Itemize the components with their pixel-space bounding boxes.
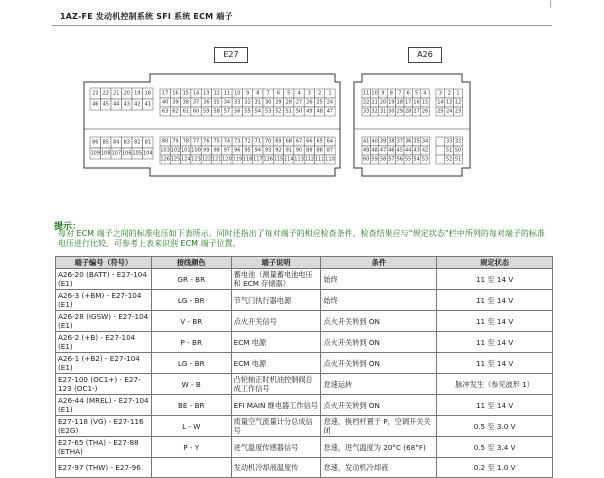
a26-top-main-pin: 28 bbox=[405, 108, 412, 115]
e27-bot-main-pin: 65 bbox=[316, 138, 323, 145]
e27-top-main-pin: 7 bbox=[266, 90, 270, 97]
e27-top-main-pin: 17 bbox=[161, 90, 169, 97]
spec-cell: 11 至 14 V bbox=[437, 353, 553, 374]
description-cell: EFI MAIN 继电器工作信号 bbox=[231, 395, 321, 416]
a26-bot-main-pin: 36 bbox=[405, 138, 412, 145]
e27-top-small-pin: 22 bbox=[102, 90, 109, 97]
e27-top-main-pin: 8 bbox=[256, 90, 260, 97]
a26-top-main-pin: 26 bbox=[421, 108, 429, 115]
a26-top-main-pin: 10 bbox=[371, 90, 378, 97]
condition-cell: 点火开关转到 ON bbox=[321, 311, 437, 332]
terminal-cell: E27-118 (VG) - E27-116 (E2G) bbox=[56, 416, 152, 437]
e27-bot-main-pin: 119 bbox=[232, 156, 243, 163]
wire-color-cell: LG - BR bbox=[151, 290, 231, 311]
e27-bot-main-pin: 66 bbox=[306, 138, 313, 145]
col-header-description: 端子说明 bbox=[231, 257, 321, 269]
condition-cell: 始终 bbox=[321, 290, 437, 311]
e27-top-main-pin: 6 bbox=[276, 90, 281, 97]
a26-bot-main-pin: 53 bbox=[421, 156, 429, 163]
e27-top-main-pin: 48 bbox=[316, 108, 323, 115]
e27-top-main-pin: 50 bbox=[295, 108, 303, 115]
e27-top-main-pin: 12 bbox=[213, 90, 220, 97]
a26-bot-small-cell bbox=[436, 155, 445, 164]
e27-top-small-pin: 45 bbox=[102, 101, 109, 108]
e27-top-main-pin: 49 bbox=[306, 108, 313, 115]
spec-cell: 0.2 至 1.0 V bbox=[437, 458, 553, 478]
condition-cell: 怠速，换档杆置于 P，空调开关关闭 bbox=[321, 416, 437, 437]
a26-top-main-pin: 32 bbox=[371, 108, 378, 115]
e27-top-main-pin: 9 bbox=[245, 90, 250, 97]
connector-label-e27: E27 bbox=[214, 47, 248, 63]
e27-bot-main-pin: 94 bbox=[254, 147, 262, 154]
description-cell: 质量空气流量计分总成信号 bbox=[231, 416, 321, 437]
a26-top-main-pin: 8 bbox=[389, 90, 393, 97]
e27-top-main-pin: 58 bbox=[213, 108, 220, 115]
hint-text: 每对 ECM 端子之间的标准电压如下表所示。同时还指出了每对端子的相应检查条件。检查结果应与“规定状态”栏中所列的每对端子的标准电压进行比较。可参考上表来识别 ECM 端子位置。 bbox=[58, 229, 545, 248]
condition-cell: 点火开关转到 ON bbox=[321, 395, 437, 416]
e27-top-main-pin: 1 bbox=[328, 90, 332, 97]
e27-bot-main-pin: 114 bbox=[283, 156, 294, 163]
a26-top-main-pin: 22 bbox=[363, 99, 370, 106]
e27-bot-main-pin: 67 bbox=[295, 138, 303, 145]
a26-bot-main-pin: 57 bbox=[388, 156, 395, 163]
e27-bot-small-pin: 107 bbox=[111, 150, 122, 157]
e27-bot-main-pin: 124 bbox=[180, 156, 191, 163]
table-row bbox=[56, 416, 553, 437]
spec-cell: 11 至 14 V bbox=[437, 290, 553, 311]
a26-top-small-pin: 14 bbox=[437, 99, 444, 106]
e27-top-main-pin: 13 bbox=[203, 90, 210, 97]
e27-top-main-pin: 3 bbox=[307, 90, 311, 97]
table-row bbox=[56, 437, 553, 458]
e27-bot-main-pin: 97 bbox=[223, 147, 231, 154]
condition-cell: 怠速运转 bbox=[321, 374, 437, 395]
e27-top-small-pin: 21 bbox=[113, 90, 120, 97]
a26-top-main-pin: 6 bbox=[406, 90, 410, 97]
e27-top-main-pin: 63 bbox=[161, 108, 169, 115]
e27-top-main-pin: 37 bbox=[192, 99, 200, 106]
e27-bot-main-pin: 118 bbox=[242, 156, 253, 163]
a26-top-main-pin: 16 bbox=[413, 99, 420, 106]
e27-bot-small-pin: 82 bbox=[134, 139, 141, 146]
a26-bot-main-pin: 45 bbox=[396, 147, 403, 154]
wire-color-cell: LG - BR bbox=[151, 353, 231, 374]
a26-bot-main-pin: 41 bbox=[363, 138, 370, 145]
e27-top-main-pin: 26 bbox=[306, 99, 313, 106]
a26-top-small-pin: 25 bbox=[437, 108, 444, 115]
e27-bot-main-pin: 103 bbox=[160, 147, 170, 154]
table-row bbox=[56, 290, 553, 311]
page-title: 1AZ-FE 发动机控制系统 SFI 系统 ECM 端子 bbox=[60, 12, 233, 21]
terminal-cell: E27-97 (THW) - E27-96 bbox=[56, 458, 152, 478]
terminal-cell: A26-2 (+B) - E27-104 (E1) bbox=[56, 332, 152, 353]
a26-bot-small-pin: 52 bbox=[446, 156, 453, 163]
condition-cell: 点火开关转到 ON bbox=[321, 353, 437, 374]
a26-top-small-pin: 3 bbox=[438, 90, 442, 97]
table-row bbox=[56, 332, 553, 353]
spec-cell: 11 至 14 V bbox=[437, 269, 553, 290]
a26-top-main-pin: 4 bbox=[423, 90, 427, 97]
e27-top-main-pin: 11 bbox=[223, 90, 231, 97]
terminal-cell: A26-44 (MREL) - E27-104 (E1) bbox=[56, 395, 152, 416]
e27-top-main-pin: 40 bbox=[161, 99, 169, 106]
e27-top-main-pin: 25 bbox=[316, 99, 323, 106]
a26-bot-main-pin: 59 bbox=[371, 156, 378, 163]
connector-label-a26: A26 bbox=[408, 47, 442, 63]
a26-top-main-pin: 17 bbox=[405, 99, 412, 106]
e27-bot-main-pin: 110 bbox=[325, 156, 335, 163]
a26-bot-main-pin: 47 bbox=[379, 147, 387, 154]
a26-top-small-pin: 2 bbox=[447, 90, 451, 97]
spec-cell: 11 至 14 V bbox=[437, 332, 553, 353]
e27-bot-main-pin: 125 bbox=[170, 156, 181, 163]
e27-top-main-pin: 51 bbox=[285, 108, 292, 115]
terminal-cell: E27-65 (THA) - E27-88 (ETHA) bbox=[56, 437, 152, 458]
a26-top-small-pin: 23 bbox=[454, 108, 462, 115]
e27-bot-small-pin: 109 bbox=[90, 150, 101, 157]
a26-top-main-pin: 19 bbox=[388, 99, 395, 106]
terminal-cell: A26-1 (+B2) - E27-104 (E1) bbox=[56, 353, 152, 374]
a26-top-main-pin: 15 bbox=[421, 99, 429, 106]
e27-top-main-pin: 33 bbox=[234, 99, 241, 106]
a26-bot-main-pin: 46 bbox=[388, 147, 395, 154]
e27-bot-main-pin: 116 bbox=[263, 156, 273, 163]
e27-bot-small-pin: 108 bbox=[100, 150, 111, 157]
e27-top-main-pin: 62 bbox=[172, 108, 179, 115]
connector-e27 bbox=[84, 74, 340, 176]
wire-color-cell: L - W bbox=[151, 416, 231, 437]
e27-top-main-pin: 36 bbox=[203, 99, 210, 106]
e27-top-main-pin: 24 bbox=[326, 99, 334, 106]
a26-bot-main-pin: 38 bbox=[388, 138, 395, 145]
table-header-row bbox=[56, 257, 553, 269]
e27-bot-main-pin: 111 bbox=[314, 156, 325, 163]
a26-top-main-pin: 5 bbox=[415, 90, 419, 97]
e27-bot-main-pin: 79 bbox=[172, 138, 179, 145]
wire-color-cell: P - BR bbox=[151, 332, 231, 353]
a26-bot-main-pin: 37 bbox=[396, 138, 403, 145]
a26-top-main-pin: 7 bbox=[398, 90, 402, 97]
e27-top-main-pin: 55 bbox=[244, 108, 251, 115]
description-cell: 发动机冷却液温度传 bbox=[231, 458, 321, 478]
a26-bot-main-pin: 58 bbox=[379, 156, 387, 163]
e27-bot-main-pin: 101 bbox=[180, 147, 191, 154]
e27-top-main-pin: 2 bbox=[318, 90, 322, 97]
e27-bot-main-pin: 95 bbox=[244, 147, 251, 154]
e27-top-main-pin: 32 bbox=[244, 99, 251, 106]
e27-bot-main-pin: 112 bbox=[304, 156, 315, 163]
e27-top-small-pin: 43 bbox=[123, 101, 130, 108]
e27-bot-main-pin: 96 bbox=[234, 147, 241, 154]
condition-cell: 始终 bbox=[321, 269, 437, 290]
wire-color-cell: W - B bbox=[151, 374, 231, 395]
e27-top-main-pin: 16 bbox=[172, 90, 179, 97]
a26-bot-small-cell bbox=[436, 137, 445, 146]
a26-bot-main-pin: 39 bbox=[379, 138, 387, 145]
e27-bot-main-pin: 64 bbox=[326, 138, 334, 145]
e27-bot-main-pin: 88 bbox=[316, 147, 323, 154]
e27-top-main-pin: 28 bbox=[285, 99, 292, 106]
a26-top-main-pin: 27 bbox=[413, 108, 420, 115]
terminal-cell: E27-100 (OC1+) - E27-123 (OC1-) bbox=[56, 374, 152, 395]
a26-bot-main-pin: 35 bbox=[413, 138, 420, 145]
e27-bot-main-pin: 126 bbox=[160, 156, 170, 163]
e27-bot-main-pin: 75 bbox=[213, 138, 220, 145]
e27-top-main-pin: 60 bbox=[192, 108, 200, 115]
a26-top-main-pin: 11 bbox=[363, 90, 370, 97]
e27-bot-main-pin: 78 bbox=[182, 138, 189, 145]
a26-top-small-pin: 1 bbox=[456, 90, 460, 97]
e27-bot-small-pin: 85 bbox=[102, 139, 109, 146]
e27-top-main-pin: 59 bbox=[203, 108, 210, 115]
e27-top-main-pin: 38 bbox=[182, 99, 189, 106]
spec-cell: 11 至 14 V bbox=[437, 395, 553, 416]
col-header-wire-color: 接线颜色 bbox=[151, 257, 231, 269]
connector-a26 bbox=[354, 74, 470, 176]
e27-top-small-pin: 23 bbox=[92, 90, 99, 97]
a26-top-main-pin: 30 bbox=[388, 108, 395, 115]
e27-top-main-pin: 56 bbox=[234, 108, 241, 115]
e27-top-small-pin: 18 bbox=[144, 90, 151, 97]
e27-bot-main-pin: 123 bbox=[191, 156, 201, 163]
e27-bot-main-pin: 113 bbox=[294, 156, 304, 163]
e27-bot-main-pin: 100 bbox=[191, 147, 201, 154]
e27-top-small-pin: 20 bbox=[123, 90, 130, 97]
a26-bot-main-pin: 49 bbox=[363, 147, 370, 154]
a26-top-main-pin: 9 bbox=[381, 90, 385, 97]
a26-top-main-pin: 33 bbox=[363, 108, 370, 115]
spec-cell: 0.5 至 3.4 V bbox=[437, 437, 553, 458]
e27-bot-main-pin: 115 bbox=[273, 156, 284, 163]
a26-top-small-pin: 12 bbox=[454, 99, 462, 106]
e27-bot-main-pin: 87 bbox=[326, 147, 334, 154]
a26-top-main-pin: 31 bbox=[379, 108, 387, 115]
a26-bot-main-pin: 40 bbox=[371, 138, 378, 145]
e27-bot-main-pin: 70 bbox=[264, 138, 272, 145]
e27-top-small-pin: 41 bbox=[144, 101, 151, 108]
wire-color-cell: GR - BR bbox=[151, 269, 231, 290]
a26-bot-small-pin: 50 bbox=[454, 147, 462, 154]
table-row bbox=[56, 311, 553, 332]
e27-top-main-pin: 35 bbox=[213, 99, 220, 106]
a26-top-main-pin: 21 bbox=[371, 99, 378, 106]
corner-mark: | bbox=[549, 0, 552, 8]
a26-bot-main-pin: 48 bbox=[371, 147, 378, 154]
e27-bot-main-pin: 73 bbox=[234, 138, 241, 145]
spec-cell: 11 至 14 V bbox=[437, 311, 553, 332]
e27-bot-small-pin: 83 bbox=[123, 139, 130, 146]
a26-bot-main-pin: 43 bbox=[413, 147, 420, 154]
a26-bot-small-pin: 32 bbox=[454, 138, 462, 145]
a26-bot-main-pin: 44 bbox=[405, 147, 412, 154]
condition-cell: 点火开关转到 ON bbox=[321, 332, 437, 353]
a26-top-main-pin: 20 bbox=[379, 99, 387, 106]
e27-bot-main-pin: 77 bbox=[192, 138, 200, 145]
e27-top-small-pin: 46 bbox=[92, 101, 99, 108]
spec-cell: 脉冲发生（参见波形 1） bbox=[437, 374, 553, 395]
terminal-cell: A26-28 (IGSW) - E27-104 (E1) bbox=[56, 311, 152, 332]
ecm-terminal-table bbox=[55, 256, 553, 478]
e27-top-main-pin: 10 bbox=[234, 90, 241, 97]
a26-top-small-pin: 13 bbox=[446, 99, 453, 106]
e27-bot-small-pin: 81 bbox=[144, 139, 151, 146]
e27-bot-main-pin: 117 bbox=[253, 156, 263, 163]
table-row bbox=[56, 395, 553, 416]
description-cell: 点火开关信号 bbox=[231, 311, 321, 332]
e27-bot-main-pin: 99 bbox=[203, 147, 210, 154]
e27-bot-main-pin: 91 bbox=[285, 147, 292, 154]
description-cell: 节气门执行器电源 bbox=[231, 290, 321, 311]
e27-bot-main-pin: 89 bbox=[306, 147, 313, 154]
e27-bot-main-pin: 121 bbox=[211, 156, 222, 163]
description-cell: 蓄电池（测量蓄电池电压和 ECM 存储器） bbox=[231, 269, 321, 290]
e27-bot-small-pin: 104 bbox=[142, 150, 153, 157]
e27-top-main-pin: 47 bbox=[326, 108, 334, 115]
wire-color-cell: BE - BR bbox=[151, 395, 231, 416]
spec-cell: 0.5 至 3.0 V bbox=[437, 416, 553, 437]
a26-bot-small-pin: 51 bbox=[454, 156, 462, 163]
e27-top-main-pin: 29 bbox=[275, 99, 282, 106]
hint-title: 提示： bbox=[54, 222, 82, 232]
e27-bot-main-pin: 80 bbox=[161, 138, 169, 145]
e27-bot-small-pin: 86 bbox=[92, 139, 99, 146]
e27-bot-main-pin: 71 bbox=[254, 138, 262, 145]
e27-top-main-pin: 5 bbox=[287, 90, 291, 97]
e27-bot-main-pin: 98 bbox=[213, 147, 220, 154]
e27-top-small-pin: 42 bbox=[134, 101, 141, 108]
table-row bbox=[56, 374, 553, 395]
e27-top-main-pin: 52 bbox=[275, 108, 282, 115]
e27-bot-small-pin: 84 bbox=[113, 139, 120, 146]
e27-top-small-pin: 19 bbox=[134, 90, 141, 97]
a26-bot-main-pin: 55 bbox=[405, 156, 412, 163]
a26-top-main-pin: 18 bbox=[396, 99, 403, 106]
e27-bot-main-pin: 92 bbox=[275, 147, 282, 154]
connector-diagram bbox=[0, 0, 604, 200]
a26-bot-main-pin: 60 bbox=[363, 156, 370, 163]
table-row bbox=[56, 353, 553, 374]
wire-color-cell: P - Y bbox=[151, 437, 231, 458]
col-header-terminal: 端子编号（符号） bbox=[56, 257, 152, 269]
condition-cell: 怠速，发动机冷却液 bbox=[321, 458, 437, 478]
e27-top-main-pin: 30 bbox=[264, 99, 272, 106]
e27-bot-small-pin: 106 bbox=[121, 150, 132, 157]
e27-bot-small-pin: 105 bbox=[132, 150, 143, 157]
a26-bot-main-pin: 54 bbox=[413, 156, 420, 163]
condition-cell: 怠速，进气温度为 20°C (68°F) bbox=[321, 437, 437, 458]
e27-top-main-pin: 34 bbox=[223, 99, 231, 106]
e27-top-main-pin: 4 bbox=[297, 90, 301, 97]
e27-bot-main-pin: 72 bbox=[244, 138, 251, 145]
e27-bot-main-pin: 122 bbox=[201, 156, 212, 163]
a26-bot-main-pin: 42 bbox=[421, 147, 429, 154]
description-cell: ECM 电源 bbox=[231, 353, 321, 374]
wire-color-cell: V - BR bbox=[151, 311, 231, 332]
e27-bot-main-pin: 69 bbox=[275, 138, 282, 145]
a26-bot-small-cell bbox=[436, 146, 445, 155]
e27-bot-main-pin: 120 bbox=[222, 156, 232, 163]
e27-top-main-pin: 57 bbox=[223, 108, 231, 115]
e27-top-main-pin: 15 bbox=[182, 90, 189, 97]
a26-top-main-pin: 29 bbox=[396, 108, 403, 115]
e27-top-main-pin: 39 bbox=[172, 99, 179, 106]
table-row bbox=[56, 269, 553, 290]
col-header-condition: 条件 bbox=[321, 257, 437, 269]
description-cell: 凸轮轴正时机油控制阀总成工作信号 bbox=[231, 374, 321, 395]
e27-bot-main-pin: 90 bbox=[295, 147, 303, 154]
description-cell: ECM 电源 bbox=[231, 332, 321, 353]
col-header-spec: 规定状态 bbox=[437, 257, 553, 269]
terminal-cell: A26-3 (+BM) - E27-104 (E1) bbox=[56, 290, 152, 311]
e27-bot-main-pin: 93 bbox=[264, 147, 272, 154]
e27-bot-main-pin: 74 bbox=[223, 138, 231, 145]
a26-bot-small-pin: 51 bbox=[446, 147, 453, 154]
a26-top-small-pin: 24 bbox=[446, 108, 453, 115]
e27-top-main-pin: 31 bbox=[254, 99, 262, 106]
description-cell: 进气温度传感器信号 bbox=[231, 437, 321, 458]
e27-bot-main-pin: 102 bbox=[170, 147, 181, 154]
e27-bot-main-pin: 76 bbox=[203, 138, 210, 145]
e27-top-main-pin: 61 bbox=[182, 108, 189, 115]
terminal-cell: A26-20 (BATT) - E27-104 (E1) bbox=[56, 269, 152, 290]
a26-bot-small-pin: 33 bbox=[446, 138, 453, 145]
e27-top-small-pin: 44 bbox=[113, 101, 120, 108]
e27-top-main-pin: 53 bbox=[264, 108, 272, 115]
e27-top-main-pin: 54 bbox=[254, 108, 262, 115]
a26-bot-main-pin: 56 bbox=[396, 156, 403, 163]
a26-bot-main-pin: 34 bbox=[421, 138, 429, 145]
e27-bot-main-pin: 68 bbox=[285, 138, 292, 145]
e27-top-main-pin: 14 bbox=[192, 90, 200, 97]
e27-top-main-pin: 27 bbox=[295, 99, 303, 106]
